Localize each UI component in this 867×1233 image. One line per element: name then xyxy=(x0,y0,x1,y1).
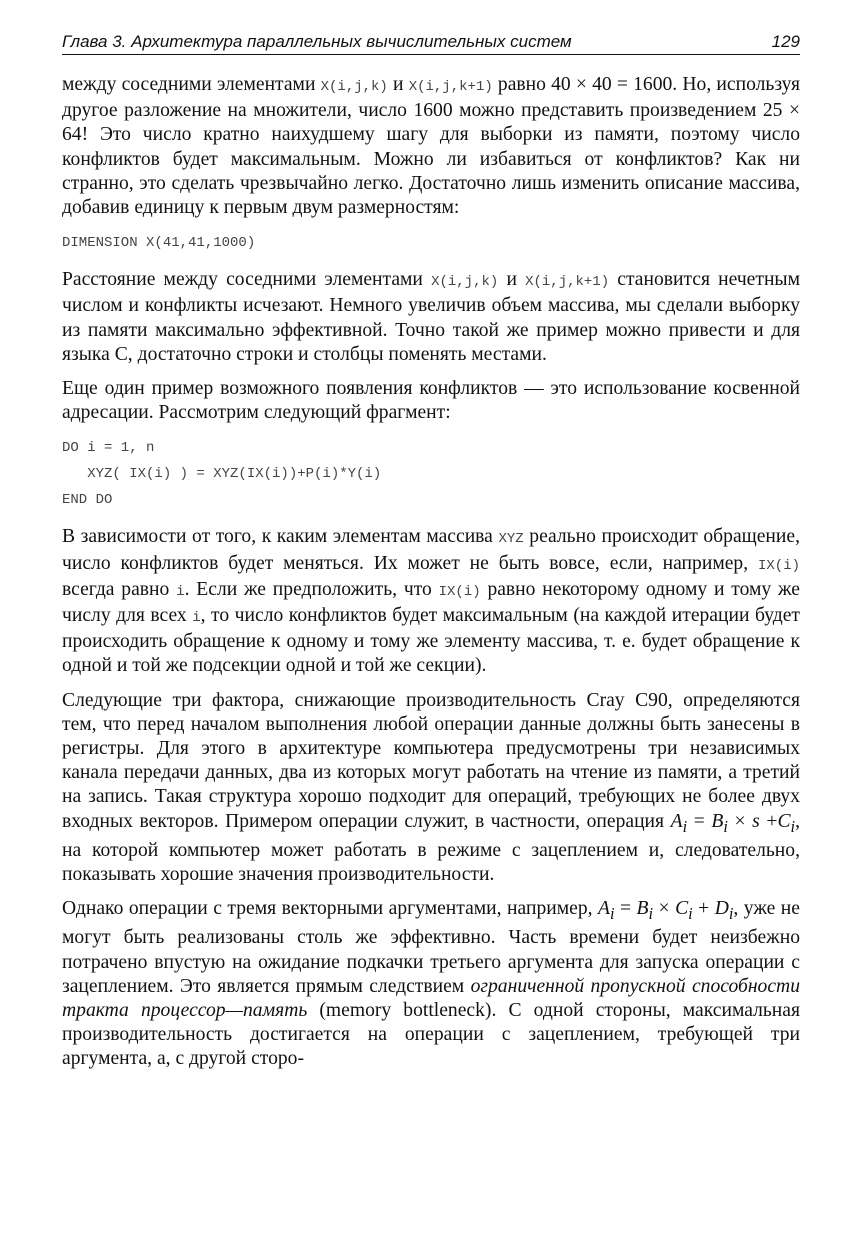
text-run: В зависимости от того, к каким элементам массива xyxy=(62,526,499,548)
paragraph xyxy=(62,73,800,220)
text-run: Однако операции с тремя векторными аргументами, например, xyxy=(62,898,598,920)
paragraph xyxy=(62,897,800,1071)
inline-code: IX(i) xyxy=(438,583,481,600)
chapter-title: Глава 3. Архитектура параллельных вычислительных систем xyxy=(62,32,572,51)
text-run: (memory bottleneck). С одной стороны, максимальная производительность достигается на операции с зацеплением, требующей три аргумента, а, с другой сторо- xyxy=(62,999,800,1070)
inline-code: XYZ xyxy=(498,531,524,548)
text-run: равно 40 × 40 = 1600. Но, используя другое разложение на множители, число 1600 можно представить произведением 25 × 64! Это число кратно наихудшему шагу для выборки из памяти, поэтому число конфликтов будет максимальным. Можно ли избавиться от конфликтов? Как ни странно, это сделать чрезвычайно легко. Достаточно лишь изменить описание массива, добавив единицу к первым двум размерностям: xyxy=(62,74,800,219)
inline-code: i xyxy=(192,610,201,627)
text-run: Следующие три фактора, снижающие производительность Cray C90, определяются тем, что перед началом выполнения любой операции данные должны быть занесены в регистры. Для этого в архитектуре компьютера предусмотрены три независимых канала передачи данных, два из которых могут работать на чтение из памяти, а третий на запись. Такая структура хорошо подходит для операций, требующих не более двух входных векторов. Примером операции служит, в частности, операция xyxy=(62,689,800,832)
emphasis-term: ограниченной пропускной способности тракта процессор—память xyxy=(62,975,800,1021)
formula: $A_i = B_i \times C_i + D_i$ xyxy=(598,898,734,924)
inline-code: X(i,j,k+1) xyxy=(525,274,610,291)
text-run: становится нечетным числом и конфликты исчезают. Немного увеличив объем массива, мы сделали выборку из памяти максимально эффективной. Точно такой же пример можно привести и для языка C, достаточно строки и столбцы поменять местами. xyxy=(62,269,800,365)
text-run: равно некоторому одному и тому же числу для всех xyxy=(62,578,800,627)
inline-code: IX(i) xyxy=(757,557,800,574)
text-run: , на которой компьютер может работать в режиме с зацеплением и, следовательно, показывать хорошие значения производительности. xyxy=(62,810,800,885)
code-block: DIMENSION X(41,41,1000) xyxy=(62,235,256,252)
text-run: всегда равно xyxy=(62,578,177,600)
text-run: Расстояние между соседними элементами xyxy=(62,269,432,291)
paragraph: Еще один пример возможного появления конфликтов — это использование косвенной адресации. Рассмотрим следующий фрагмент: xyxy=(62,378,800,424)
text-run: между соседними элементами xyxy=(62,74,321,95)
page-body xyxy=(62,73,800,1082)
page-number: 129 xyxy=(771,32,800,51)
inline-code: X(i,j,k+1) xyxy=(408,79,493,95)
paragraph xyxy=(62,525,800,678)
formula: $A_i = B_i \times s +C_i$ xyxy=(670,810,796,836)
text-run: , то число конфликтов будет максимальным (на каждой итерации будет происходить обращение к одному и тому же элементу массива, т. е. будет обращение к одной и той же подсекции одной и той же секции). xyxy=(62,605,800,677)
text-run: и xyxy=(498,269,526,291)
code-block: DO i = 1, n XYZ( IX(i) ) = XYZ(IX(i))+P(i)*Y(i) END DO xyxy=(62,440,382,509)
paragraph xyxy=(62,689,800,888)
text-run: , уже не могут быть реализованы столь же эффективно. Часть времени будет неизбежно потрачено впустую на ожидание подкачки третьего аргумента для запуска операции с зацеплением. Это является прямым следствием xyxy=(62,898,800,997)
inline-code: X(i,j,k) xyxy=(320,79,388,95)
text-run: . Если же предположить, что xyxy=(184,578,439,600)
inline-code: X(i,j,k) xyxy=(431,274,499,291)
inline-code: i xyxy=(176,583,185,600)
text-run: и xyxy=(387,74,409,95)
paragraph xyxy=(62,268,800,367)
running-header xyxy=(62,28,800,55)
text-run: реально происходит обращение, число конфликтов будет меняться. Их может не быть вовсе, если, например, xyxy=(62,526,800,574)
